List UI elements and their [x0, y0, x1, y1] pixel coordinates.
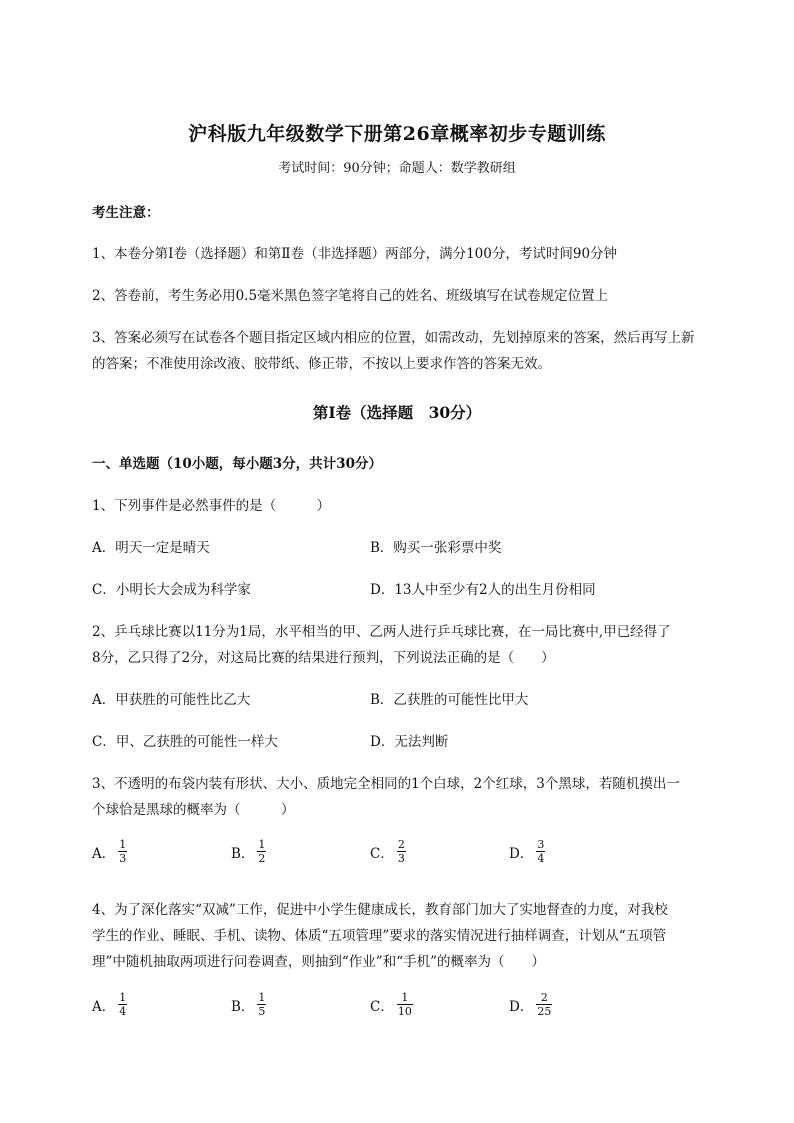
fraction	[536, 838, 545, 865]
option-letter: C．	[370, 845, 394, 862]
question-3-option-c	[370, 838, 406, 865]
fraction-numerator: 1	[397, 991, 413, 1005]
fraction-denominator: 3	[119, 852, 127, 865]
fraction	[397, 838, 406, 865]
notice-item: 3、答案必须写在试卷各个题目指定区域内相应的位置，如需改动，先划掉原来的答案，然后再写上新	[92, 330, 695, 346]
fraction-denominator: 2	[258, 852, 266, 865]
question-3-stem: 个球恰是黑球的概率为（ ）	[92, 802, 295, 818]
question-2-stem: 8分，乙只得了2分，对这局比赛的结果进行预判，下列说法正确的是（ ）	[92, 650, 555, 666]
question-3-option-b	[231, 838, 266, 865]
question-1-stem: 1、下列事件是必然事件的是（ ）	[92, 498, 331, 514]
question-4-option-d	[509, 991, 552, 1018]
option-letter: D．	[509, 845, 534, 862]
fraction-denominator: 25	[537, 1005, 552, 1018]
fraction-numerator: 1	[119, 838, 127, 851]
section-heading: 一、单选题（10小题，每小题3分，共计30分）	[92, 456, 382, 472]
fraction-denominator: 4	[119, 1005, 127, 1018]
question-2-option-a: A．甲获胜的可能性比乙大	[92, 692, 251, 708]
page-subtitle: 考试时间：90分钟；命题人：数学教研组	[278, 161, 516, 176]
fraction-numerator: 3	[537, 838, 545, 851]
option-letter: A．	[92, 998, 116, 1015]
question-1-option-b: B．购买一张彩票中奖	[370, 540, 502, 556]
notice-item: 1、本卷分第I卷（选择题）和第Ⅱ卷（非选择题）两部分，满分100分，考试时间90分钟	[92, 246, 618, 262]
question-4-stem: 理”中随机抽取两项进行问卷调查，则抽到“作业”和“手机”的概率为（ ）	[92, 954, 546, 970]
fraction	[118, 991, 127, 1018]
fraction-numerator: 1	[258, 991, 266, 1004]
question-2-option-c: C．甲、乙获胜的可能性一样大	[92, 734, 278, 750]
question-3-stem: 3、不透明的布袋内装有形状、大小、质地完全相同的1个白球，2个红球，3个黑球，若随机摸出一	[92, 776, 680, 792]
fraction	[257, 838, 266, 865]
fraction	[118, 838, 127, 865]
fraction-denominator: 10	[397, 1005, 412, 1018]
question-4-stem: 学生的作业、睡眠、手机、读物、体质“五项管理”要求的落实情况进行抽样调查，计划从“五项管	[92, 928, 667, 944]
fraction	[536, 991, 552, 1018]
question-2-option-b: B．乙获胜的可能性比甲大	[370, 692, 529, 708]
option-letter: B．	[231, 998, 255, 1015]
notice-heading: 考生注意：	[92, 205, 160, 221]
part1-title: 第I卷（选择题 30分）	[312, 403, 482, 422]
fraction-denominator: 5	[258, 1005, 266, 1018]
question-2-stem: 2、乒乓球比赛以11分为1局，水平相当的甲、乙两人进行乒乓球比赛，在一局比赛中,甲已经得了	[92, 624, 671, 640]
question-3-option-d	[509, 838, 545, 865]
question-4-option-a	[92, 991, 127, 1018]
question-3-option-a	[92, 838, 127, 865]
fraction	[257, 991, 266, 1018]
option-letter: C．	[370, 998, 394, 1015]
fraction-denominator: 4	[537, 852, 545, 865]
fraction-numerator: 2	[536, 991, 552, 1005]
question-4-stem: 4、为了深化落实“双减”工作，促进中小学生健康成长，教育部门加大了实地督查的力度，对我校	[92, 902, 668, 918]
question-4-option-c	[370, 991, 413, 1018]
fraction-numerator: 1	[119, 991, 127, 1004]
question-1-option-d: D．13人中至少有2人的出生月份相同	[370, 582, 596, 598]
notice-item: 的答案；不准使用涂改液、胶带纸、修正带，不按以上要求作答的答案无效。	[92, 356, 551, 372]
question-1-option-c: C．小明长大会成为科学家	[92, 582, 251, 598]
question-2-option-d: D．无法判断	[370, 734, 449, 750]
page-title: 沪科版九年级数学下册第26章概率初步专题训练	[188, 123, 606, 145]
option-letter: B．	[231, 845, 255, 862]
option-letter: D．	[509, 998, 534, 1015]
fraction-numerator: 2	[397, 838, 405, 851]
question-4-option-b	[231, 991, 266, 1018]
fraction-numerator: 1	[258, 838, 266, 851]
fraction-denominator: 3	[397, 852, 405, 865]
option-letter: A．	[92, 845, 116, 862]
question-1-option-a: A．明天一定是晴天	[92, 540, 210, 556]
notice-item: 2、答卷前，考生务必用0.5毫米黑色签字笔将自己的姓名、班级填写在试卷规定位置上	[92, 288, 609, 304]
fraction	[397, 991, 413, 1018]
